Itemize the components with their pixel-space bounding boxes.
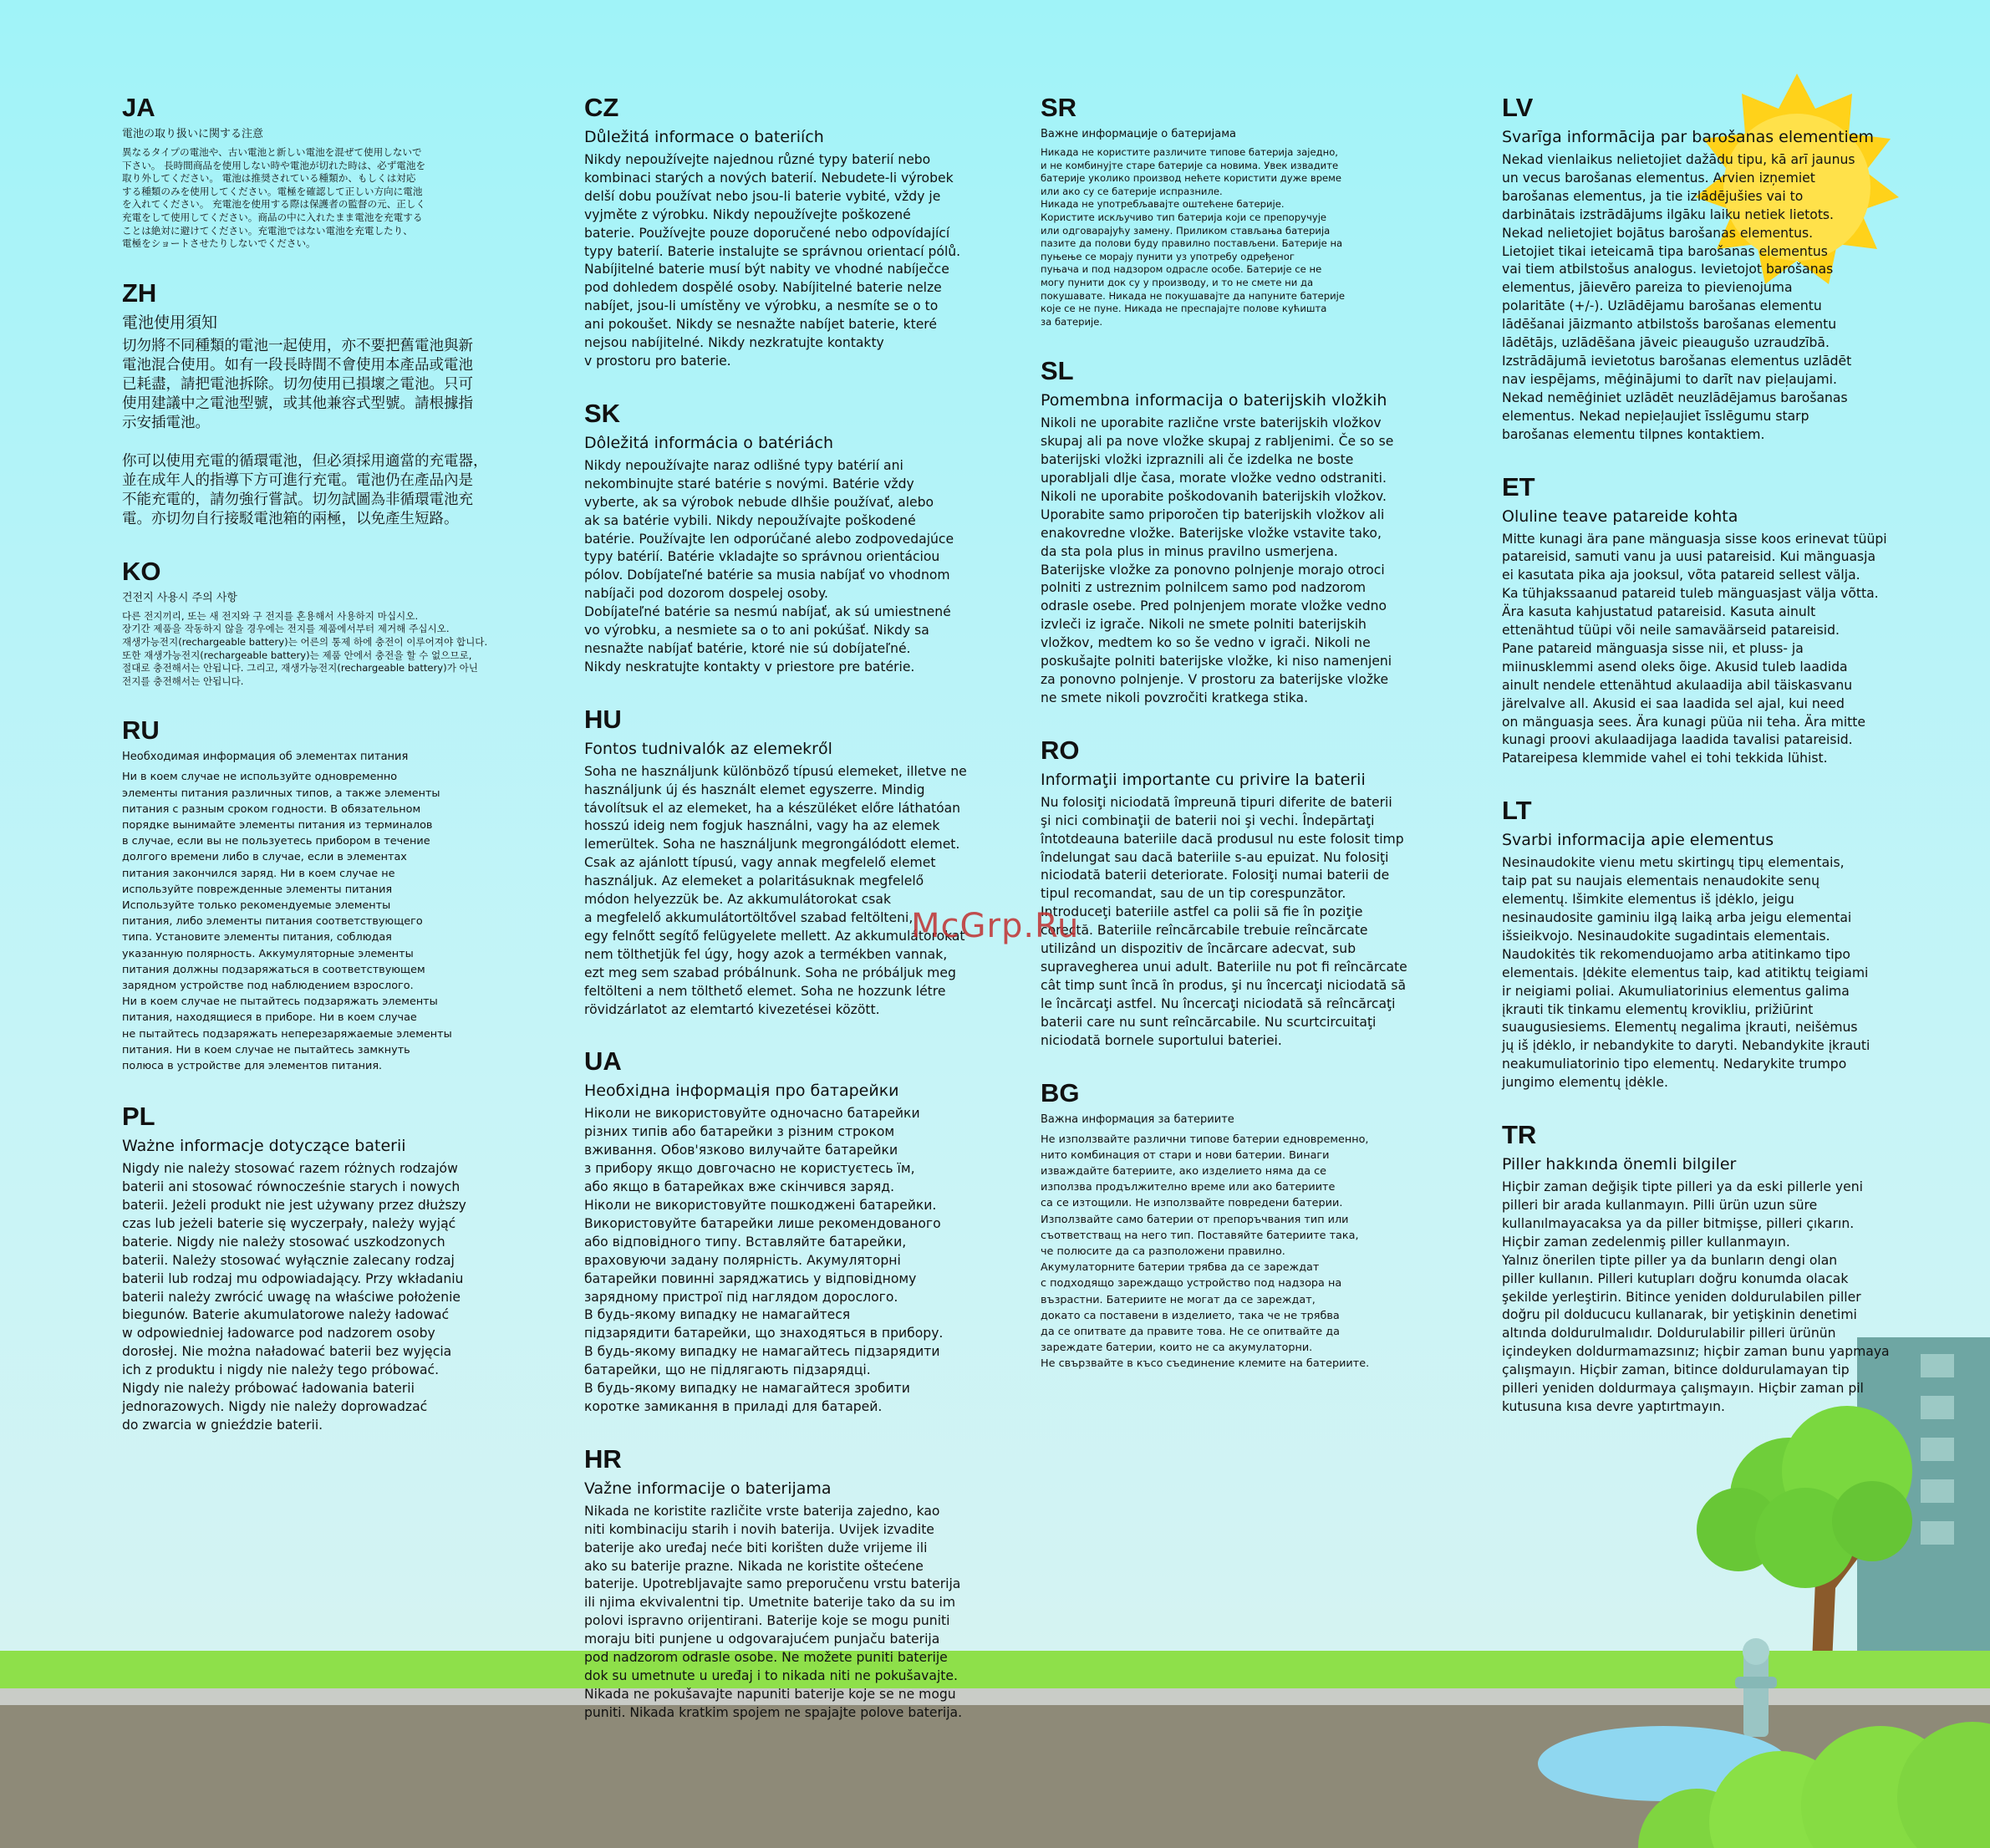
language-code: LT	[1502, 796, 1532, 826]
section-heading: 電池の取り扱いに関する注意	[122, 128, 264, 140]
language-code: SL	[1041, 356, 1074, 386]
language-code: JA	[122, 93, 155, 122]
column-1	[122, 94, 515, 1464]
section-body: Ніколи не використовуйте одночасно батарейки різних типів або батарейки з різним строком вживання. Обов'язково вилучайте батарейки з прибору якщо довгочасно не користуєтесь їм, або якщо в батарейках вже скінчився заряд. Ніколи не використовуйте пошкоджені батарейки. Використовуйте батарейки лише рекомендованого або відповідного типу. Вставляйте батарейки, враховуючи задану полярність. Акумуляторні батарейки повинні заряджатись у відповідному зарядному пристрої під наглядом дорослого. В будь-якому випадку не намагайтеся підзарядити батарейки, що знаходяться в прибору. В будь-якому випадку не намагайтесь підзарядити батарейки, що не підлягають підзарядці. В будь-якому випадку не намагайтеся зробити коротке замикання в приладі для батарей.	[584, 1106, 944, 1414]
section-body: 切勿將不同種類的電池一起使用，亦不要把舊電池與新 電池混合使用。如有一段長時間不會使用本產品或電池 已耗盡，請把電池拆除。切勿使用已損壞之電池。只可 使用建議中之電池型號，或其他兼容式型號。請根據指 示安插電池。 你可以使用充電的循環電池，但必須採用適當的充電器， 並在成年人的指導下方可進行充電。電池仍在產品內是 不能充電的，請勿強行嘗試。切勿試圖為非循環電池充 電。亦切勿自行接駁電池箱的兩極，以免產生短路。	[122, 337, 488, 527]
section-heading: 電池使用須知	[122, 313, 218, 332]
section-body: Nesinaudokite vienu metu skirtingų tipų elementais, taip pat su naujais elementais nenaudokite senų elementų. Išimkite elementus iš įdėklo, jeigu nesinaudosite gaminiu ilgą laiką arba jeigu elementai išsieikvojo. Nesinaudokite sugadintais elementais. Naudokitės tik rekomenduojamo arba atitinkamo tipo elementais. Įdėkite elementus taip, kad atitiktų teigiami ir neigiami poliai. Akumuliatorinius elementus galima įkrauti tik tinkamu elementų krovikliu, prižiūrint suaugusiesiems. Elementų negalima įkrauti, neišėmus jų iš įdėklo, ir nebandykite to daryti. Nebandykite įkrauti neakumuliatorinio tipo elementų. Nedarykite trumpo jungimo elementų įdėkle.	[1502, 855, 1870, 1091]
section-heading: 건전지 사용시 주의 사항	[122, 591, 237, 604]
language-code: BG	[1041, 1077, 1080, 1107]
column-3	[1041, 94, 1433, 1401]
section-body: Nikoli ne uporabite različne vrste baterijskih vložkov skupaj ali pa nove vložke skupaj z rabljenimi. Če so se baterijski vložki izpraznili ali če izdelka ne boste uporabljali dlje časa, morate vložke vedno odstraniti. Nikoli ne uporabite poškodovanih baterijskih vložkov. Uporabite samo priporočen tip baterijskih vložkov ali enakovredne vložke. Baterijske vložke vstavite tako, da sta pola plus in minus pravilno usmerjena. Baterijske vložke za ponovno polnjenje morajo otroci polniti z ustreznim polnilcem samo pod nadzorom odrasle osebe. Pred polnjenjem morate vložke vedno izvleči iz igrače. Nikoli ne smete polniti baterijskih vložkov, medtem ko so še vedno v igrači. Nikoli ne poskušajte polniti baterijske vložke, ki niso namenjeni za ponovno polnjenje. V prostoru za baterijske vložke ne smete nikoli povzročiti kratkega stika.	[1041, 415, 1394, 705]
section-heading: Piller hakkında önemli bilgiler	[1502, 1155, 1737, 1174]
section-heading: Важна информация за батериите	[1041, 1112, 1234, 1126]
section-body: 異なるタイプの電池や、古い電池と新しい電池を混ぜて使用しないで 下さい。 長時間商品を使用しない時や電池が切れた時は、必ず電池を 取り外してください。 電池は推奨されている種類か、もしくは対応 する種類のみを使用してください。電極を確認して正しい方向に電池 を入れてください。 充電池を使用する際は保護者の監督の元、正しく 充電をして使用してください。商品の中に入れたまま電池を充電する ことは絶対に避けてください。充電池ではない電池を充電したり、 電極をショートさせたりしないでください。	[122, 146, 426, 250]
language-code: RU	[122, 715, 160, 746]
section-ro	[1041, 736, 1433, 1051]
section-et	[1502, 473, 1895, 769]
section-ko	[122, 557, 515, 689]
section-ua	[584, 1047, 977, 1416]
section-body: 다른 전지끼리, 또는 새 전지와 구 전지를 혼용해서 사용하지 마십시오. 장기간 제품을 작동하지 않을 경우에는 전지를 제품에서부터 제거해 주십시오. 재생가능전지(rechargeable battery)는 어른의 통제 하에 충전이 이루어져야 합니다. 또한 재생가능전지(rechargeable battery)는 제품 안에서 충전을 할 수 없으므로, 절대로 충전해서는 안됩니다. 그리고, 재생가능전지(rechargeable battery)가 아닌 전지를 충전해서는 안됩니다.	[122, 609, 488, 687]
section-heading: Informaţii importante cu privire la baterii	[1041, 770, 1366, 789]
section-bg	[1041, 1079, 1433, 1372]
section-sr	[1041, 94, 1433, 328]
watermark: McGrp.Ru	[911, 907, 1080, 945]
language-code: KO	[122, 556, 161, 586]
language-code: TR	[1502, 1120, 1537, 1150]
section-ja	[122, 94, 515, 251]
section-heading: Необходимая информация об элементах питания	[122, 751, 409, 764]
language-code: ET	[1502, 471, 1535, 501]
section-heading: Необхідна інформація про батарейки	[584, 1082, 899, 1101]
language-code: HR	[584, 1443, 622, 1474]
language-code: RO	[1041, 735, 1080, 765]
section-body: Не използвайте различни типове батерии едновременно, нито комбинация от стари и нови батерии. Винаги изваждайте батериите, ако изделието няма да се използва продължително време или ако батериите са се изтощили. Не използвайте повредени батерии. Използвайте само батерии от препоръчвания тип или съответстващ на него тип. Поставяйте батериите така, че полюсите да са разположени правилно. Акумулаторните батерии трябва да се зареждат с подходящо зареждащо устройство под надзора на възрастни. Батериите не могат да се зареждат, докато са поставени в изделието, така че не трябва да се опитвате да правите това. Не се опитвайте да зареждате батерии, които не са акумулаторни. Не свързвайте в късо съединение клемите на батериите.	[1041, 1133, 1370, 1371]
section-heading: Ważne informacje dotyczące baterii	[122, 1137, 406, 1156]
section-hu	[584, 705, 977, 1020]
language-code: CZ	[584, 93, 619, 122]
section-body: Soha ne használjunk különböző típusú elemeket, illetve ne használjunk új és használt elemet egyszerre. Mindig távolítsuk el az elemeket, ha a készüléket előre láthatóan hosszú ideig nem fogjuk használni, vagy ha az elemek lemerültek. Soha ne használjunk megrongálódott elemet. Csak az ajánlott típusú, vagy annak megfelelő elemet használjuk. Az elemeket a polaritásuknak megfelelő módon helyezzük be. Az akkumulátorokat csak a megfelelő akkumulátortöltővel szabad feltölteni, egy felnőtt segítő felügyelete mellett. Az akkumulátorokat nem tölthetjük fel úgy, hogy azok a termékben vannak, ezt meg sem szabad próbálnunk. Soha ne próbáljuk meg feltölteni a nem tölthető elemet. Soha ne hozzunk létre rövidzárlatot az elemtartó kivezetései között.	[584, 763, 967, 1017]
section-sl	[1041, 357, 1433, 708]
section-heading: Важне информације о батеријама	[1041, 128, 1236, 140]
section-heading: Svarbi informacija apie elementus	[1502, 831, 1774, 850]
section-body: Hiçbir zaman değişik tipte pilleri ya da eski pillerle yeni pilleri bir arada kullanmayın. Pilli ürün uzun süre kullanılmayacaksa ya da piller bitmişse, pilleri çıkarın. Hiçbir zaman zedelenmiş piller kullanmayın. Yalnız önerilen tipte piller ya da bunların dengi olan piller kullanın. Pilleri kutupları doğru konumda olacak şekilde yerleştirin. Bitince yeniden doldurulabilen piller doğru pil dolducucu kullanarak, bir yetişkinin denetimi altında doldurulmalıdır. Doldurulabilir pilleri ürünün içindeyken doldurmamazsınız; hiçbir zaman bunu yapmaya çalışmayın. Hiçbir zaman, bitince doldurulamayan tip pilleri yeniden doldurmaya çalışmayın. Hiçbir zaman pil kutusuna kısa devre yaptırtmayın.	[1502, 1179, 1890, 1414]
section-body: Mitte kunagi ära pane mänguasja sisse koos erinevat tüüpi patareisid, samuti vanu ja uusi patareisid. Kui mänguasja ei kasutata pika aja jooksul, võta patareid sellest välja. Ka tühjakssaanud patareid tuleb mänguasjast välja võtta. Ära kasuta kahjustatud patareisid. Kasuta ainult ettenähtud tüüpi või neile samaväärseid patareisid. Pane patareid mänguasja sisse nii, et pluss- ja miinusklemmi asend oleks õige. Akusid tuleb laadida ainult nendele ettenähtud akulaadija abil täiskasvanu järelvalve all. Akusid ei saa laadida sel ajal, kui need on mänguasja sees. Ära kunagi püüa nii teha. Ära mitte kunagi proovi akulaadijaga laadida tavalisi patareisid. Patareipesa klemmide vahel ei tohi tekkida lühist.	[1502, 531, 1887, 766]
language-code: UA	[584, 1046, 622, 1077]
section-tr	[1502, 1121, 1895, 1417]
section-sk	[584, 400, 977, 677]
section-lv	[1502, 94, 1895, 445]
section-heading: Pomembna informacija o baterijskih vložkih	[1041, 391, 1387, 410]
section-body: Ни в коем случае не используйте одновременно элементы питания различных типов, а также элементы питания с разным сроком годности. В обязательном порядке вынимайте элементы питания из терминалов в случае, если вы не пользуетесь прибором в течение долгого времени либо в случае, если в элементах питания закончился заряд. Ни в коем случае не используйте поврежденные элементы питания Используйте только рекомендуемые элементы питания, либо элементы питания соответствующего типа. Установите элементы питания, соблюдая указанную полярность. Аккумуляторные элементы питания должны подзаряжаться в соответствующем зарядном устройстве под наблюдением взрослого. Ни в коем случае не пытайтесь подзаряжать элементы питания, находящиеся в приборе. Ни в коем случае не пытайтесь подзаряжать неперезаряжаемые элементы питания. Ни в коем случае не пытайтесь замкнуть полюса в устройстве для элементов питания.	[122, 771, 452, 1072]
section-lt	[1502, 797, 1895, 1092]
section-heading: Dôležitá informácia o batériách	[584, 433, 834, 452]
section-heading: Důležitá informace o bateriích	[584, 128, 824, 146]
language-code: PL	[122, 1102, 155, 1132]
section-body: Nikada ne koristite različite vrste baterija zajedno, kao niti kombinaciju starih i novih baterija. Uvijek izvadite baterije ako uređaj neće biti korišten duže vrijeme ili ako su baterije prazne. Nikada ne koristite oštećene baterije. Upotrebljavajte samo preporučenu vrstu baterija ili njima ekvivalentni tip. Umetnite baterije tako da su im polovi ispravno orijentirani. Baterije koje se mogu puniti moraju biti punjene u odgovarajućem punjaču baterija pod nadzorom odrasle osobe. Ne možete puniti baterije dok su umetnute u uređaj i to nikada niti ne pokušavajte. Nikada ne pokušavajte napuniti baterije koje se ne mogu puniti. Nikada kratkim spojem ne spajajte polove baterija.	[584, 1503, 963, 1720]
language-code: HU	[584, 704, 622, 734]
section-body: Nu folosiţi niciodată împreună tipuri diferite de baterii şi nici combinaţii de baterii noi şi vechi. Îndepărtaţi întotdeauna bateriile dacă produsul nu este folosit timp îndelungat sau dacă bateriile s-au epuizat. Nu folosiţi niciodată baterii deteriorate. Folosiţi numai baterii de tipul recomandat, sau de un tip corespunzător. Introduceţi bateriile astfel ca polii să fie în poziţie corectă. Bateriile reîncărcabile trebuie reîncărcate utilizând un dispozitiv de încărcare adecvat, sub supravegherea unui adult. Bateriile nu pot fi reîncărcate cât timp sunt încă în produs, şi nu încercaţi niciodată să le încărcaţi astfel. Nu încercaţi niciodată să reîncărcaţi baterii care nu sunt reîncărcabile. Nu scurtcircuitaţi niciodată bornele suportului bateriei.	[1041, 794, 1407, 1048]
section-body: Nekad vienlaikus nelietojiet dažādu tipu, kā arī jaunus un vecus barošanas elementus. Arvien izņemiet barošanas elementus, ja tie izlādējušies vai to darbinātais izstrādājums ilgāku laiku netiek lietots. Nekad nelietojiet bojātus barošanas elementus. Lietojiet tikai ieteicamā tipa barošanas elementus vai tiem atbilstošus analogus. Ievietojot barošanas elementus, jāievēro pareiza to pievienojuma polaritāte (+/-). Uzlādējamu barošanas elementu lādēšanai jāizmanto atbilstošs barošanas elementu lādētājs, uzlādēšana jāveic pieaugušo uzraudzībā. Izstrādājumā ievietotus barošanas elementus uzlādēt nav iespējams, mēģinājumi to darīt nav pieļaujami. Nekad nemēģiniet uzlādēt neuzlādējamus barošanas elementus. Nekad nepieļaujiet īsslēgumu starp barošanas elementu tilpnes kontaktiem.	[1502, 152, 1855, 442]
section-ru	[122, 716, 515, 1074]
language-code: SR	[1041, 93, 1077, 122]
column-4	[1502, 94, 1895, 1445]
section-zh	[122, 279, 515, 529]
section-heading: Važne informacije o baterijama	[584, 1479, 832, 1498]
section-body: Nikdy nepoužívajte naraz odlišné typy batérií ani nekombinujte staré batérie s novými. Batérie vždy vyberte, ak sa výrobok nebude dlhšie používať, alebo ak sa batérie vybili. Nikdy nepoužívajte poškodené batérie. Používajte len odporúčané alebo zodpovedajúce typy batérií. Batérie vkladajte so správnou orientáciou pólov. Dobíjateľné batérie sa musia nabíjať vo vhodnom nabíjači pod dozorom dospelej osoby. Dobíjateľné batérie sa nesmú nabíjať, ak sú umiestnené vo výrobku, a nesmiete sa o to ani pokúšať. Nikdy sa nesnažte nabíjať batérie, ktoré nie sú dobíjateľné. Nikdy neskratujte kontakty v priestore pre batérie.	[584, 457, 954, 675]
section-body: Nigdy nie należy stosować razem różnych rodzajów baterii ani stosować równocześnie starych i nowych baterii. Jeżeli produkt nie jest używany przez dłuższy czas lub jeżeli baterie się wyczerpały, należy wyjąć baterie. Nigdy nie należy stosować uszkodzonych baterii. Należy stosować wyłącznie zalecany rodzaj baterii lub rodzaj mu odpowiadający. Przy wkładaniu baterii należy zwrócić uwagę na właściwe położenie biegunów. Baterie akumulatorowe należy ładować w odpowiedniej ładowarce pod nadzorem osoby dorosłej. Nie można naładować baterii bez wyjęcia ich z produktu i nigdy nie należy tego próbować. Nigdy nie należy próbować ładowania baterii jednorazowych. Nigdy nie należy doprowadzać do zwarcia w gnieździe baterii.	[122, 1161, 466, 1433]
section-body: Никада не користите различите типове батерија заједно, и не комбинујте старе батерије са новима. Увек извадите батерије уколико производ нећете користити дуже време или ако су се батерије испразниле. Никада не употребљавајте оштећене батерије. Користите искључиво тип батерија који се препоручује или одговарајућу замену. Приликом стављања батерија пазите да полови буду правилно постављени. Батерије на пуњење се морају пунити уз употребу одређеног пуњача и под надзором одрасле особе. Батерије се не могу пунити док су у производу, и то не смете ни да покушавате. Никада не покушавајте да напуните батерије које се не пуне. Никада не преспајајте полове кућишта за батерије.	[1041, 146, 1345, 328]
section-heading: Fontos tudnivalók az elemekről	[584, 739, 832, 758]
section-body: Nikdy nepoužívejte najednou různé typy baterií nebo kombinaci starých a nových baterií. Nebudete-li výrobek delší dobu používat nebo jsou-li baterie vybité, vždy je vyjměte z výrobku. Nikdy nepoužívejte poškozené baterie. Používejte pouze doporučené nebo odpovídající typy baterií. Baterie instalujte se správnou orientací pólů. Nabíjitelné baterie musí být nabity ve vhodné nabíječce pod dohledem dospělé osoby. Nabíjitelné baterie nelze nabíjet, jsou-li umístěny ve výrobku, a nesmíte se o to ani pokoušet. Nikdy se nesnažte nabíjet baterie, které nejsou nabíjitelné. Nikdy nezkratujte kontakty v prostoru pro baterie.	[584, 152, 961, 369]
language-code: ZH	[122, 277, 157, 308]
section-cz	[584, 94, 977, 371]
section-pl	[122, 1102, 515, 1435]
section-heading: Svarīga informācija par barošanas elementiem	[1502, 128, 1874, 146]
language-code: LV	[1502, 93, 1534, 122]
language-code: SK	[584, 398, 621, 428]
section-heading: Oluline teave patareide kohta	[1502, 507, 1738, 526]
section-hr	[584, 1445, 977, 1723]
